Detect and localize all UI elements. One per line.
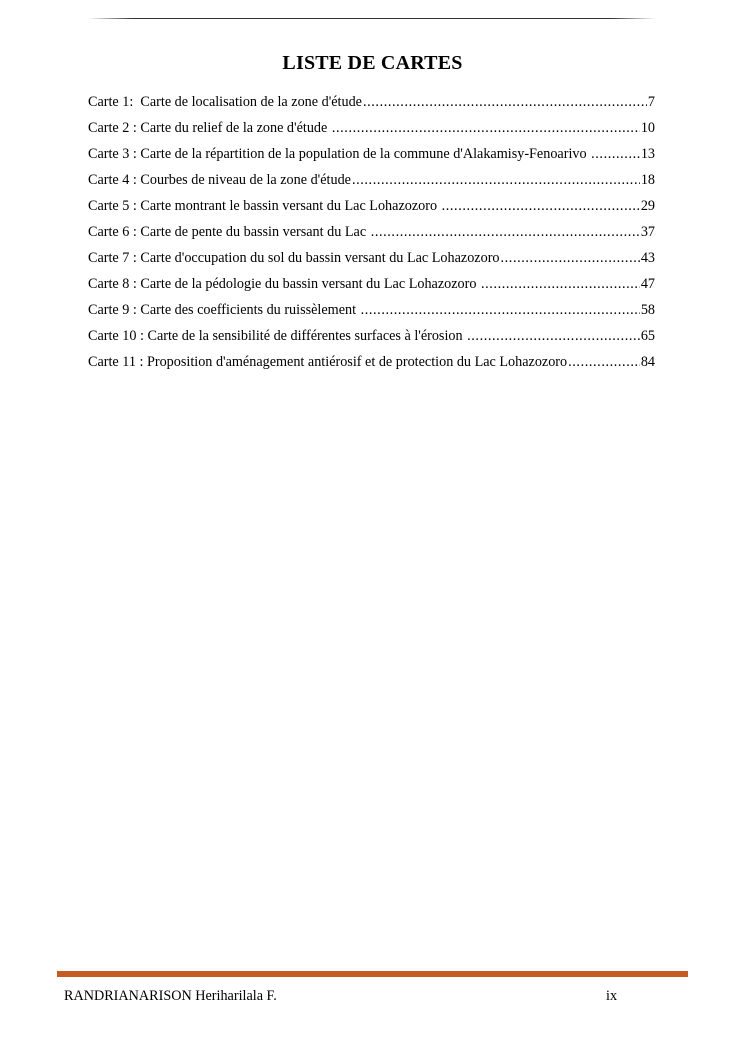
toc-entry-label: Carte 7 : Carte d'occupation du sol du bassin versant du Lac Lohazozoro (88, 250, 500, 266)
toc-entry-page: 29 (640, 198, 655, 214)
toc-entry-page: 65 (640, 328, 655, 344)
toc-entry-page: 37 (640, 224, 655, 240)
toc-entry-4[interactable] (88, 170, 655, 196)
toc-entry-label: Carte 10 : Carte de la sensibilité de différentes surfaces à l'érosion (88, 328, 467, 344)
header-rule (88, 18, 656, 19)
toc-entry-10[interactable] (88, 326, 655, 352)
toc-entry-1[interactable] (88, 92, 655, 118)
dot-leader (591, 144, 640, 164)
toc-entry-9[interactable] (88, 300, 655, 326)
dot-leader (481, 274, 640, 294)
toc-entry-label: Carte 1: Carte de localisation de la zone d'étude (88, 94, 362, 110)
toc-entry-label: Carte 2 : Carte du relief de la zone d'étude (88, 120, 331, 136)
toc-entry-label: Carte 9 : Carte des coefficients du ruissèlement (88, 302, 360, 318)
footer-author: RANDRIANARISON Heriharilala F. (64, 988, 277, 1004)
toc-entry-11[interactable] (88, 352, 655, 378)
toc-entry-page: 10 (640, 120, 655, 136)
toc-entry-5[interactable] (88, 196, 655, 222)
toc-entry-6[interactable] (88, 222, 655, 248)
footer-rule (57, 971, 688, 977)
table-of-maps (88, 92, 655, 378)
toc-entry-page: 13 (640, 146, 655, 162)
toc-entry-page: 47 (640, 276, 655, 292)
toc-entry-page: 84 (640, 354, 655, 370)
toc-entry-label: Carte 3 : Carte de la répartition de la population de la commune d'Alakamisy-Fenoarivo (88, 146, 591, 162)
dot-leader (361, 300, 640, 320)
dot-leader (467, 326, 640, 346)
toc-entry-page: 58 (640, 302, 655, 318)
dot-leader (568, 352, 640, 372)
toc-entry-label: Carte 11 : Proposition d'aménagement antiérosif et de protection du Lac Lohazozoro (88, 354, 568, 370)
dot-leader (371, 222, 640, 242)
toc-entry-8[interactable] (88, 274, 655, 300)
toc-entry-page: 43 (640, 250, 655, 266)
dot-leader (501, 248, 640, 268)
toc-entry-label: Carte 8 : Carte de la pédologie du bassin versant du Lac Lohazozoro (88, 276, 480, 292)
dot-leader (363, 92, 647, 112)
dot-leader (352, 170, 640, 190)
toc-entry-label: Carte 4 : Courbes de niveau de la zone d'étude (88, 172, 351, 188)
toc-entry-page: 7 (647, 94, 655, 110)
toc-entry-3[interactable] (88, 144, 655, 170)
toc-entry-page: 18 (640, 172, 655, 188)
dot-leader (332, 118, 640, 138)
footer-page-number: ix (606, 988, 618, 1004)
toc-entry-2[interactable] (88, 118, 655, 144)
toc-entry-label: Carte 5 : Carte montrant le bassin versant du Lac Lohazozoro (88, 198, 441, 214)
toc-entry-7[interactable] (88, 248, 655, 274)
toc-entry-label: Carte 6 : Carte de pente du bassin versant du Lac (88, 224, 370, 240)
dot-leader (442, 196, 640, 216)
page-title: LISTE DE CARTES (282, 52, 463, 74)
